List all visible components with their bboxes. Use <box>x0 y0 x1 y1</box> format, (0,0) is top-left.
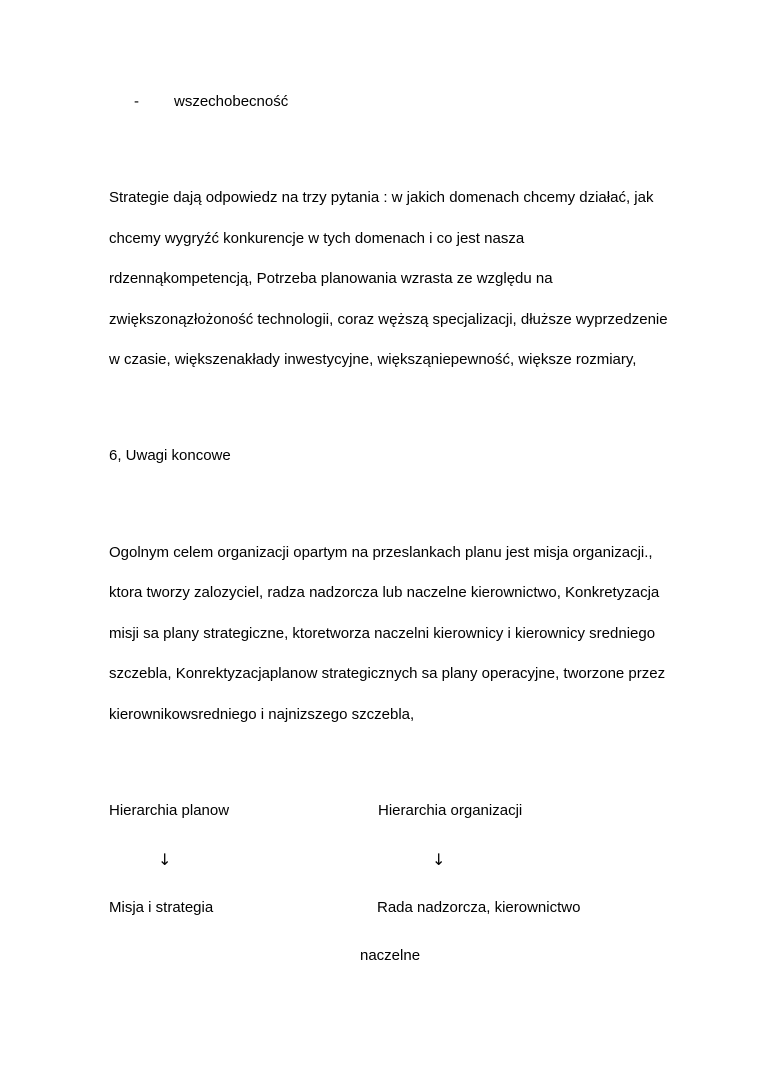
hierarchy-plans-title: Hierarchia planow <box>109 802 230 819</box>
paragraph-line: chcemy wygryźć konkurencje w tych domenach i co jest nasza <box>109 230 525 247</box>
paragraph-line: szczebla, Konrektyzacjaplanow strategicznych sa plany operacyjne, tworzone przez <box>109 665 666 682</box>
paragraph-line: Strategie dają odpowiedz na trzy pytania : w jakich domenach chcemy działać, jak <box>109 189 654 206</box>
paragraph-line: Ogolnym celem organizacji opartym na przeslankach planu jest misja organizacji., <box>109 544 653 561</box>
paragraph-line: misji sa plany strategiczne, ktoretworza naczelni kierownicy i kierownicy sredniego <box>109 625 656 642</box>
hierarchy-organization-item-continued: naczelne <box>360 947 421 964</box>
hierarchy-plans-item: Misja i strategia <box>109 899 214 916</box>
paragraph-line: zwiększonązłożoność technologii, coraz węższą specjalizacji, dłuższe wyprzedzenie <box>109 311 668 328</box>
paragraph-line: w czasie, większenakłady inwestycyjne, większąniepewność, większe rozmiary, <box>109 351 637 368</box>
hierarchy-organization-title: Hierarchia organizacji <box>378 802 523 819</box>
paragraph-line: ktora tworzy zalozyciel, radza nadzorcza lub naczelne kierownictwo, Konkretyzacja <box>109 584 660 601</box>
hierarchy-organization-item: Rada nadzorcza, kierownictwo <box>377 899 581 916</box>
down-arrow-icon: ↓ <box>158 850 172 869</box>
paragraph-line: kierownikowsredniego i najnizszego szczebla, <box>109 706 415 723</box>
paragraph-line: rdzennąkompetencją, Potrzeba planowania wzrasta ze względu na <box>109 270 553 287</box>
down-arrow-icon: ↓ <box>432 850 446 869</box>
section-heading: 6, Uwagi koncowe <box>109 447 231 464</box>
bullet-text: wszechobecność <box>174 93 289 110</box>
bullet-marker: - <box>134 93 139 110</box>
